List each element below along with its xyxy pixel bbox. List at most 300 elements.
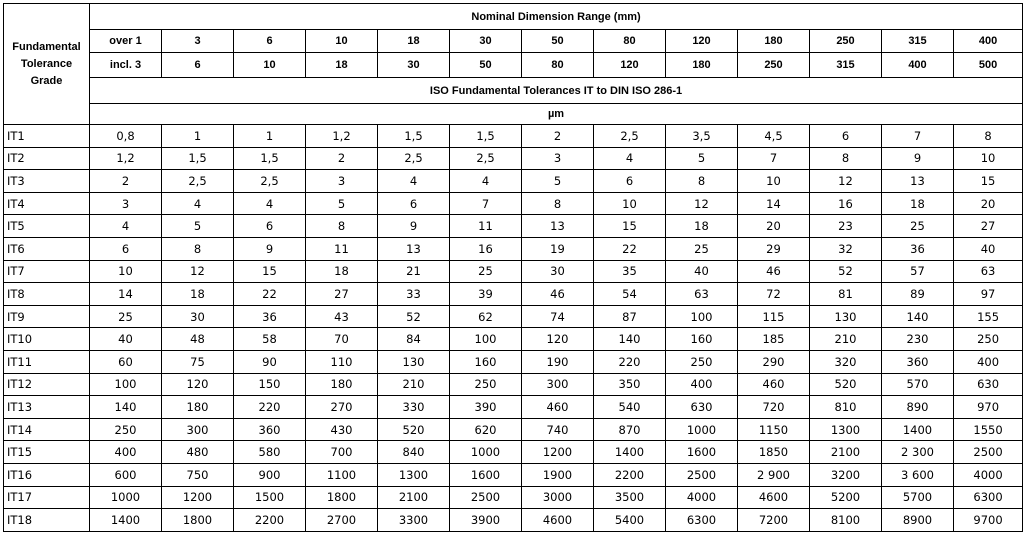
tolerance-value-cell: 8900 xyxy=(882,509,954,532)
tolerance-value-cell: 130 xyxy=(378,350,450,373)
tolerance-value-cell: 480 xyxy=(162,441,234,464)
tolerance-value-cell: 1,2 xyxy=(306,125,378,148)
range-over-cell: 180 xyxy=(738,30,810,53)
tolerance-value-cell: 0,8 xyxy=(90,125,162,148)
tolerance-value-cell: 7 xyxy=(738,147,810,170)
grade-cell: IT14 xyxy=(4,418,90,441)
tolerance-value-cell: 9 xyxy=(234,237,306,260)
tolerance-value-cell: 13 xyxy=(882,170,954,193)
table-row xyxy=(4,260,1023,283)
tolerance-value-cell: 6 xyxy=(594,170,666,193)
tolerance-value-cell: 22 xyxy=(234,283,306,306)
tolerance-value-cell: 140 xyxy=(594,328,666,351)
range-incl-cell: 180 xyxy=(666,53,738,78)
tolerance-value-cell: 46 xyxy=(738,260,810,283)
corner-line: Grade xyxy=(30,74,63,87)
tolerance-value-cell: 1,5 xyxy=(450,125,522,148)
table-row xyxy=(4,350,1023,373)
tolerance-value-cell: 8 xyxy=(954,125,1023,148)
tolerance-value-cell: 4600 xyxy=(738,486,810,509)
tolerance-value-cell: 220 xyxy=(594,350,666,373)
tolerance-value-cell: 97 xyxy=(954,283,1023,306)
tolerance-value-cell: 1150 xyxy=(738,418,810,441)
tolerance-value-cell: 18 xyxy=(162,283,234,306)
tolerance-value-cell: 7 xyxy=(450,192,522,215)
tolerance-value-cell: 22 xyxy=(594,237,666,260)
tolerance-value-cell: 20 xyxy=(954,192,1023,215)
tolerance-value-cell: 36 xyxy=(882,237,954,260)
table-row xyxy=(4,237,1023,260)
tolerance-value-cell: 2200 xyxy=(234,509,306,532)
tolerance-value-cell: 58 xyxy=(234,328,306,351)
iso-title: ISO Fundamental Tolerances IT to DIN ISO 286-1 xyxy=(90,78,1023,104)
tolerance-value-cell: 210 xyxy=(378,373,450,396)
tolerance-value-cell: 4 xyxy=(594,147,666,170)
tolerance-value-cell: 39 xyxy=(450,283,522,306)
tolerance-value-cell: 30 xyxy=(162,305,234,328)
tolerance-value-cell: 2 xyxy=(306,147,378,170)
tolerance-value-cell: 11 xyxy=(306,237,378,260)
tolerance-value-cell: 13 xyxy=(378,237,450,260)
tolerance-value-cell: 16 xyxy=(450,237,522,260)
tolerance-value-cell: 89 xyxy=(882,283,954,306)
tolerance-value-cell: 2 300 xyxy=(882,441,954,464)
grade-cell: IT8 xyxy=(4,283,90,306)
tolerance-value-cell: 120 xyxy=(522,328,594,351)
tolerance-value-cell: 15 xyxy=(594,215,666,238)
table-row xyxy=(4,283,1023,306)
tolerance-value-cell: 210 xyxy=(810,328,882,351)
grade-cell: IT17 xyxy=(4,486,90,509)
tolerance-value-cell: 11 xyxy=(450,215,522,238)
tolerance-value-cell: 970 xyxy=(954,396,1023,419)
tolerance-value-cell: 360 xyxy=(882,350,954,373)
tolerance-value-cell: 25 xyxy=(882,215,954,238)
tolerance-value-cell: 7 xyxy=(882,125,954,148)
range-incl-cell: 400 xyxy=(882,53,954,78)
table-row xyxy=(4,215,1023,238)
nominal-range-title: Nominal Dimension Range (mm) xyxy=(90,4,1023,30)
tolerance-value-cell: 48 xyxy=(162,328,234,351)
grade-cell: IT10 xyxy=(4,328,90,351)
tolerance-value-cell: 1400 xyxy=(90,509,162,532)
tolerance-value-cell: 19 xyxy=(522,237,594,260)
tolerance-value-cell: 630 xyxy=(954,373,1023,396)
tolerance-value-cell: 250 xyxy=(90,418,162,441)
tolerance-value-cell: 10 xyxy=(954,147,1023,170)
tolerance-value-cell: 8100 xyxy=(810,509,882,532)
tolerance-value-cell: 5 xyxy=(522,170,594,193)
tolerance-value-cell: 15 xyxy=(954,170,1023,193)
tolerance-value-cell: 3200 xyxy=(810,463,882,486)
tolerance-value-cell: 185 xyxy=(738,328,810,351)
range-incl-cell: 30 xyxy=(378,53,450,78)
table-row xyxy=(4,192,1023,215)
table-row xyxy=(4,328,1023,351)
tolerance-value-cell: 810 xyxy=(810,396,882,419)
table-row xyxy=(4,305,1023,328)
range-incl-cell: 10 xyxy=(234,53,306,78)
table-row xyxy=(4,373,1023,396)
tolerance-value-cell: 750 xyxy=(162,463,234,486)
tolerance-value-cell: 160 xyxy=(666,328,738,351)
tolerance-value-cell: 15 xyxy=(234,260,306,283)
tolerance-value-cell: 2100 xyxy=(810,441,882,464)
range-over-row xyxy=(4,30,1023,53)
tolerance-value-cell: 1200 xyxy=(522,441,594,464)
tolerance-value-cell: 40 xyxy=(666,260,738,283)
tolerance-value-cell: 155 xyxy=(954,305,1023,328)
range-incl-cell: 50 xyxy=(450,53,522,78)
tolerance-value-cell: 2 900 xyxy=(738,463,810,486)
tolerance-value-cell: 270 xyxy=(306,396,378,419)
tolerance-value-cell: 2,5 xyxy=(234,170,306,193)
tolerance-value-cell: 1100 xyxy=(306,463,378,486)
grade-cell: IT18 xyxy=(4,509,90,532)
table-body xyxy=(4,125,1023,532)
grade-cell: IT7 xyxy=(4,260,90,283)
tolerance-value-cell: 220 xyxy=(234,396,306,419)
tolerance-value-cell: 250 xyxy=(450,373,522,396)
tolerance-value-cell: 43 xyxy=(306,305,378,328)
tolerance-value-cell: 330 xyxy=(378,396,450,419)
tolerance-value-cell: 36 xyxy=(234,305,306,328)
tolerance-value-cell: 1,5 xyxy=(162,147,234,170)
tolerance-value-cell: 3500 xyxy=(594,486,666,509)
tolerance-value-cell: 250 xyxy=(954,328,1023,351)
tolerance-value-cell: 7200 xyxy=(738,509,810,532)
tolerance-value-cell: 2700 xyxy=(306,509,378,532)
range-over-cell: over 1 xyxy=(90,30,162,53)
table-row xyxy=(4,418,1023,441)
range-incl-cell: 18 xyxy=(306,53,378,78)
tolerance-value-cell: 180 xyxy=(162,396,234,419)
range-incl-row xyxy=(4,53,1023,78)
tolerance-value-cell: 3 600 xyxy=(882,463,954,486)
range-over-cell: 400 xyxy=(954,30,1023,53)
range-incl-cell: 6 xyxy=(162,53,234,78)
tolerance-value-cell: 6300 xyxy=(954,486,1023,509)
tolerance-value-cell: 540 xyxy=(594,396,666,419)
tolerance-value-cell: 14 xyxy=(738,192,810,215)
tolerance-value-cell: 40 xyxy=(90,328,162,351)
tolerance-value-cell: 1800 xyxy=(306,486,378,509)
range-over-cell: 50 xyxy=(522,30,594,53)
tolerance-value-cell: 190 xyxy=(522,350,594,373)
tolerance-value-cell: 57 xyxy=(882,260,954,283)
tolerance-value-cell: 140 xyxy=(90,396,162,419)
tolerance-value-cell: 74 xyxy=(522,305,594,328)
tolerance-value-cell: 870 xyxy=(594,418,666,441)
tolerance-value-cell: 900 xyxy=(234,463,306,486)
tolerance-value-cell: 25 xyxy=(450,260,522,283)
tolerance-value-cell: 400 xyxy=(90,441,162,464)
range-incl-cell: 500 xyxy=(954,53,1023,78)
tolerance-value-cell: 29 xyxy=(738,237,810,260)
tolerance-value-cell: 1400 xyxy=(594,441,666,464)
tolerance-value-cell: 14 xyxy=(90,283,162,306)
grade-cell: IT3 xyxy=(4,170,90,193)
tolerance-value-cell: 100 xyxy=(450,328,522,351)
tolerance-value-cell: 18 xyxy=(306,260,378,283)
tolerance-value-cell: 130 xyxy=(810,305,882,328)
tolerance-value-cell: 5700 xyxy=(882,486,954,509)
tolerance-value-cell: 1,2 xyxy=(90,147,162,170)
tolerance-value-cell: 400 xyxy=(666,373,738,396)
tolerance-value-cell: 390 xyxy=(450,396,522,419)
tolerance-value-cell: 6 xyxy=(810,125,882,148)
grade-cell: IT9 xyxy=(4,305,90,328)
tolerance-value-cell: 115 xyxy=(738,305,810,328)
tolerance-value-cell: 63 xyxy=(666,283,738,306)
tolerance-value-cell: 140 xyxy=(882,305,954,328)
tolerance-value-cell: 1 xyxy=(162,125,234,148)
tolerance-value-cell: 72 xyxy=(738,283,810,306)
tolerance-value-cell: 110 xyxy=(306,350,378,373)
tolerance-value-cell: 2500 xyxy=(954,441,1023,464)
tolerance-value-cell: 12 xyxy=(162,260,234,283)
tolerance-value-cell: 3,5 xyxy=(666,125,738,148)
tolerance-value-cell: 1600 xyxy=(450,463,522,486)
tolerance-value-cell: 230 xyxy=(882,328,954,351)
tolerance-value-cell: 100 xyxy=(666,305,738,328)
tolerance-value-cell: 9 xyxy=(378,215,450,238)
tolerance-value-cell: 320 xyxy=(810,350,882,373)
tolerance-value-cell: 4 xyxy=(234,192,306,215)
tolerance-value-cell: 2100 xyxy=(378,486,450,509)
tolerance-value-cell: 4,5 xyxy=(738,125,810,148)
range-incl-cell: 315 xyxy=(810,53,882,78)
tolerance-value-cell: 1550 xyxy=(954,418,1023,441)
grade-cell: IT5 xyxy=(4,215,90,238)
tolerance-value-cell: 52 xyxy=(810,260,882,283)
grade-cell: IT1 xyxy=(4,125,90,148)
tolerance-value-cell: 52 xyxy=(378,305,450,328)
tolerance-value-cell: 30 xyxy=(522,260,594,283)
tolerance-value-cell: 4000 xyxy=(666,486,738,509)
range-over-cell: 120 xyxy=(666,30,738,53)
tolerance-value-cell: 27 xyxy=(306,283,378,306)
tolerance-value-cell: 430 xyxy=(306,418,378,441)
tolerance-value-cell: 4 xyxy=(450,170,522,193)
tolerance-value-cell: 1500 xyxy=(234,486,306,509)
tolerance-value-cell: 25 xyxy=(666,237,738,260)
tolerance-value-cell: 290 xyxy=(738,350,810,373)
tolerance-value-cell: 460 xyxy=(738,373,810,396)
tolerance-value-cell: 60 xyxy=(90,350,162,373)
range-incl-cell: incl. 3 xyxy=(90,53,162,78)
unit-label: µm xyxy=(90,104,1023,125)
tolerance-value-cell: 8 xyxy=(306,215,378,238)
range-incl-cell: 120 xyxy=(594,53,666,78)
tolerance-value-cell: 33 xyxy=(378,283,450,306)
tolerance-value-cell: 620 xyxy=(450,418,522,441)
tolerance-value-cell: 2 xyxy=(90,170,162,193)
tolerance-value-cell: 21 xyxy=(378,260,450,283)
tolerance-value-cell: 2,5 xyxy=(450,147,522,170)
tolerance-table-container xyxy=(3,3,1023,532)
table-row xyxy=(4,441,1023,464)
tolerance-value-cell: 460 xyxy=(522,396,594,419)
range-over-cell: 30 xyxy=(450,30,522,53)
tolerance-value-cell: 300 xyxy=(162,418,234,441)
table-row xyxy=(4,147,1023,170)
tolerance-value-cell: 740 xyxy=(522,418,594,441)
tolerance-value-cell: 1800 xyxy=(162,509,234,532)
tolerance-value-cell: 6 xyxy=(378,192,450,215)
tolerance-value-cell: 75 xyxy=(162,350,234,373)
tolerance-value-cell: 5 xyxy=(666,147,738,170)
tolerance-value-cell: 1,5 xyxy=(234,147,306,170)
tolerance-value-cell: 8 xyxy=(522,192,594,215)
tolerance-value-cell: 3300 xyxy=(378,509,450,532)
tolerance-value-cell: 520 xyxy=(810,373,882,396)
tolerance-value-cell: 1200 xyxy=(162,486,234,509)
tolerance-value-cell: 84 xyxy=(378,328,450,351)
tolerance-value-cell: 1300 xyxy=(810,418,882,441)
tolerance-value-cell: 40 xyxy=(954,237,1023,260)
tolerance-value-cell: 8 xyxy=(666,170,738,193)
tolerance-value-cell: 2500 xyxy=(450,486,522,509)
tolerance-value-cell: 4 xyxy=(378,170,450,193)
grade-column-header xyxy=(4,4,90,125)
range-over-cell: 6 xyxy=(234,30,306,53)
tolerance-value-cell: 3000 xyxy=(522,486,594,509)
tolerance-value-cell: 8 xyxy=(810,147,882,170)
tolerance-value-cell: 27 xyxy=(954,215,1023,238)
tolerance-value-cell: 6 xyxy=(90,237,162,260)
table-row xyxy=(4,463,1023,486)
tolerance-value-cell: 5 xyxy=(306,192,378,215)
tolerance-value-cell: 90 xyxy=(234,350,306,373)
tolerance-value-cell: 25 xyxy=(90,305,162,328)
tolerance-value-cell: 180 xyxy=(306,373,378,396)
range-over-cell: 10 xyxy=(306,30,378,53)
table-row xyxy=(4,125,1023,148)
tolerance-value-cell: 1400 xyxy=(882,418,954,441)
tolerance-value-cell: 54 xyxy=(594,283,666,306)
tolerance-value-cell: 2,5 xyxy=(378,147,450,170)
tolerance-value-cell: 70 xyxy=(306,328,378,351)
tolerance-value-cell: 120 xyxy=(162,373,234,396)
tolerance-value-cell: 5400 xyxy=(594,509,666,532)
tolerance-value-cell: 3 xyxy=(522,147,594,170)
range-incl-cell: 80 xyxy=(522,53,594,78)
tolerance-value-cell: 3900 xyxy=(450,509,522,532)
tolerance-value-cell: 62 xyxy=(450,305,522,328)
tolerance-value-cell: 1900 xyxy=(522,463,594,486)
tolerance-value-cell: 700 xyxy=(306,441,378,464)
tolerance-value-cell: 12 xyxy=(810,170,882,193)
grade-cell: IT11 xyxy=(4,350,90,373)
tolerance-value-cell: 580 xyxy=(234,441,306,464)
tolerance-value-cell: 9 xyxy=(882,147,954,170)
tolerance-value-cell: 4 xyxy=(162,192,234,215)
tolerance-value-cell: 13 xyxy=(522,215,594,238)
tolerance-value-cell: 4600 xyxy=(522,509,594,532)
tolerance-value-cell: 1300 xyxy=(378,463,450,486)
tolerance-value-cell: 2200 xyxy=(594,463,666,486)
tolerance-value-cell: 23 xyxy=(810,215,882,238)
tolerance-value-cell: 18 xyxy=(882,192,954,215)
tolerance-value-cell: 2,5 xyxy=(594,125,666,148)
range-over-cell: 18 xyxy=(378,30,450,53)
tolerance-value-cell: 4000 xyxy=(954,463,1023,486)
tolerance-value-cell: 3 xyxy=(90,192,162,215)
tolerance-value-cell: 1850 xyxy=(738,441,810,464)
range-over-cell: 250 xyxy=(810,30,882,53)
table-header xyxy=(4,4,1023,125)
table-row xyxy=(4,396,1023,419)
tolerance-value-cell: 630 xyxy=(666,396,738,419)
grade-cell: IT6 xyxy=(4,237,90,260)
tolerance-value-cell: 2500 xyxy=(666,463,738,486)
tolerance-value-cell: 150 xyxy=(234,373,306,396)
tolerance-value-cell: 1000 xyxy=(90,486,162,509)
range-incl-cell: 250 xyxy=(738,53,810,78)
tolerance-value-cell: 400 xyxy=(954,350,1023,373)
tolerance-value-cell: 1 xyxy=(234,125,306,148)
range-over-cell: 3 xyxy=(162,30,234,53)
tolerance-value-cell: 4 xyxy=(90,215,162,238)
tolerance-value-cell: 1000 xyxy=(666,418,738,441)
grade-cell: IT2 xyxy=(4,147,90,170)
tolerance-value-cell: 81 xyxy=(810,283,882,306)
tolerance-value-cell: 32 xyxy=(810,237,882,260)
tolerance-value-cell: 1,5 xyxy=(378,125,450,148)
tolerance-value-cell: 35 xyxy=(594,260,666,283)
tolerance-value-cell: 1600 xyxy=(666,441,738,464)
tolerance-value-cell: 250 xyxy=(666,350,738,373)
tolerance-value-cell: 20 xyxy=(738,215,810,238)
range-over-cell: 315 xyxy=(882,30,954,53)
tolerance-value-cell: 18 xyxy=(666,215,738,238)
tolerance-value-cell: 840 xyxy=(378,441,450,464)
table-row xyxy=(4,170,1023,193)
tolerance-value-cell: 6300 xyxy=(666,509,738,532)
corner-line: Tolerance xyxy=(20,57,73,70)
tolerance-value-cell: 350 xyxy=(594,373,666,396)
tolerance-value-cell: 3 xyxy=(306,170,378,193)
tolerance-value-cell: 300 xyxy=(522,373,594,396)
tolerance-value-cell: 360 xyxy=(234,418,306,441)
tolerance-value-cell: 890 xyxy=(882,396,954,419)
grade-cell: IT13 xyxy=(4,396,90,419)
tolerance-value-cell: 2,5 xyxy=(162,170,234,193)
corner-line: Fundamental xyxy=(12,40,81,53)
grade-cell: IT12 xyxy=(4,373,90,396)
tolerance-value-cell: 600 xyxy=(90,463,162,486)
tolerance-value-cell: 5 xyxy=(162,215,234,238)
tolerance-value-cell: 8 xyxy=(162,237,234,260)
range-over-cell: 80 xyxy=(594,30,666,53)
tolerance-value-cell: 570 xyxy=(882,373,954,396)
grade-cell: IT16 xyxy=(4,463,90,486)
table-row xyxy=(4,486,1023,509)
tolerance-value-cell: 520 xyxy=(378,418,450,441)
tolerance-value-cell: 10 xyxy=(738,170,810,193)
tolerance-value-cell: 6 xyxy=(234,215,306,238)
grade-cell: IT15 xyxy=(4,441,90,464)
tolerance-value-cell: 5200 xyxy=(810,486,882,509)
iso-tolerance-table xyxy=(3,3,1023,532)
tolerance-value-cell: 46 xyxy=(522,283,594,306)
table-row xyxy=(4,509,1023,532)
tolerance-value-cell: 1000 xyxy=(450,441,522,464)
tolerance-value-cell: 10 xyxy=(90,260,162,283)
tolerance-value-cell: 160 xyxy=(450,350,522,373)
tolerance-value-cell: 720 xyxy=(738,396,810,419)
